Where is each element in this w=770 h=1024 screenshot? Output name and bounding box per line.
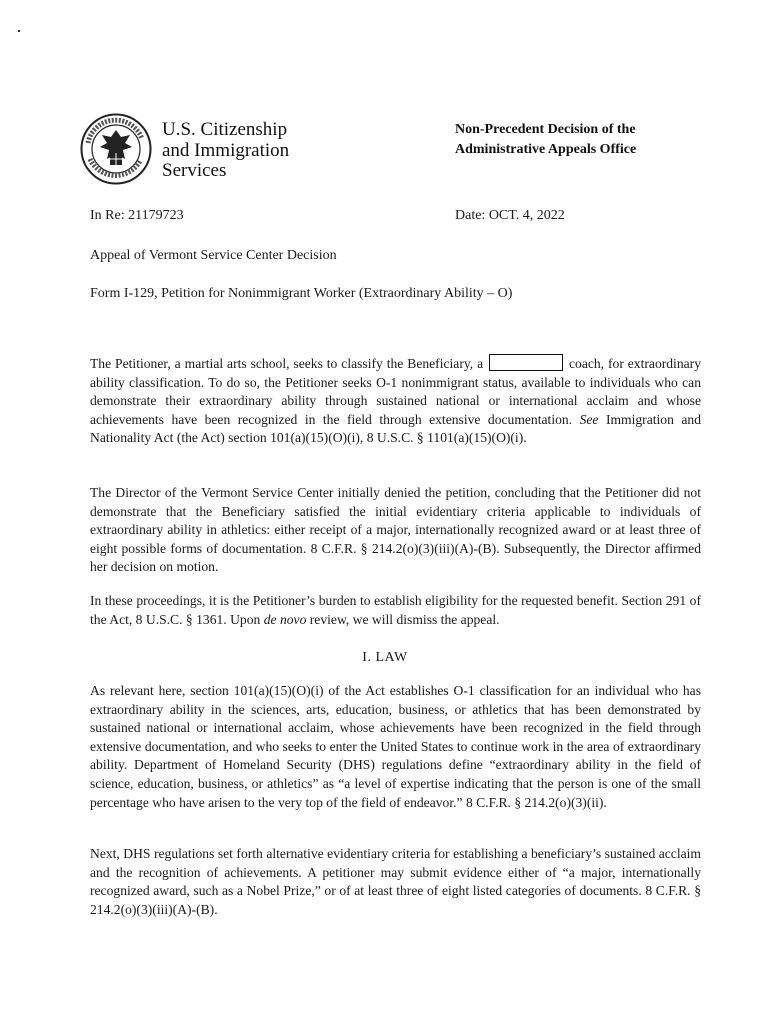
- dhs-seal-icon: [80, 113, 152, 185]
- paragraph-criteria: Next, DHS regulations set forth alternative evidentiary criteria for establishing a beneficiary’s sustained acclaim and the recognition of achievements. A petitioner may submit evidence either of “a major, internationally recognized award, such as a Nobel Prize,” or of at least three of eight listed categories of documents. 8 C.F.R. § 214.2(o)(3)(iii)(A)-(B).: [90, 846, 701, 917]
- text: The Petitioner, a martial arts school, seeks to classify the Beneficiary, a: [90, 356, 484, 371]
- text: Immigration and Nationality Act (the Act) section 101(a)(15)(O)(i), 8 U.S.C. § 1101(a)(15)(O)(i).: [90, 411, 701, 446]
- decision-line: Non-Precedent Decision of the: [455, 122, 636, 137]
- paragraph-law: As relevant here, section 101(a)(15)(O)(i) of the Act establishes O-1 classification for an individual who has extraordinary ability in the sciences, arts, education, business, or athletics that has been demonstrated by sustained national or international acclaim, whose achievements have been recognized in the field through extensive documentation, and who seeks to enter the United States to continue work in the area of extraordinary ability. Department of Homeland Security (DHS) regulations define “extraordinary ability in the field of science, education, business, or athletics” as “a level of expertise indicating that the person is one of the small percentage who have arisen to the very top of the field of endeavor.” 8 C.F.R. § 214.2(o)(3)(ii).: [90, 683, 701, 810]
- agency-line: Services: [162, 160, 227, 181]
- paragraph-intro: [90, 354, 701, 448]
- paragraph-procedural-history: The Director of the Vermont Service Center initially denied the petition, concluding that the Petitioner did not demonstrate that the Beneficiary satisfied the initial evidentiary criteria applicable to individuals of extraordinary ability in athletics: either receipt of a major, internationally recognized award or at least three of eight possible forms of documentation. 8 C.F.R. § 214.2(o)(3)(iii)(A)-(B). Subsequently, the Director affirmed her decision on motion.: [90, 485, 701, 575]
- appeal-line: Appeal of Vermont Service Center Decision: [90, 248, 337, 263]
- section-heading: I. LAW: [362, 650, 408, 665]
- agency-name: [162, 120, 289, 182]
- case-number: In Re: 21179723: [90, 208, 184, 223]
- text: In these proceedings, it is the Petitioner’s burden to establish eligibility for the requested benefit. Section 291 of the Act, 8 U.S.C. § 1361. Upon: [90, 593, 701, 627]
- decision-type: [455, 120, 636, 160]
- redaction-box: [489, 354, 563, 371]
- decision-line: Administrative Appeals Office: [455, 142, 637, 157]
- decision-date: Date: OCT. 4, 2022: [455, 208, 565, 223]
- text: coach, for extraordinary ability classification. To do so, the Petitioner seeks O-1 nonimmigrant status, available to individuals who can demonstrate their extraordinary ability through sustained national or international acclaim and whose achievements have been recognized in the field through extensive documentation.: [90, 356, 701, 427]
- agency-line: U.S. Citizenship: [162, 119, 288, 140]
- citation-signal: See: [579, 411, 599, 427]
- paragraph-burden: [90, 592, 701, 629]
- scan-speck: [18, 30, 20, 32]
- form-line: Form I-129, Petition for Nonimmigrant Worker (Extraordinary Ability – O): [90, 286, 513, 301]
- agency-line: and Immigration: [162, 139, 290, 161]
- text: review, we will dismiss the appeal.: [309, 611, 500, 627]
- latin-term: de novo: [263, 611, 307, 627]
